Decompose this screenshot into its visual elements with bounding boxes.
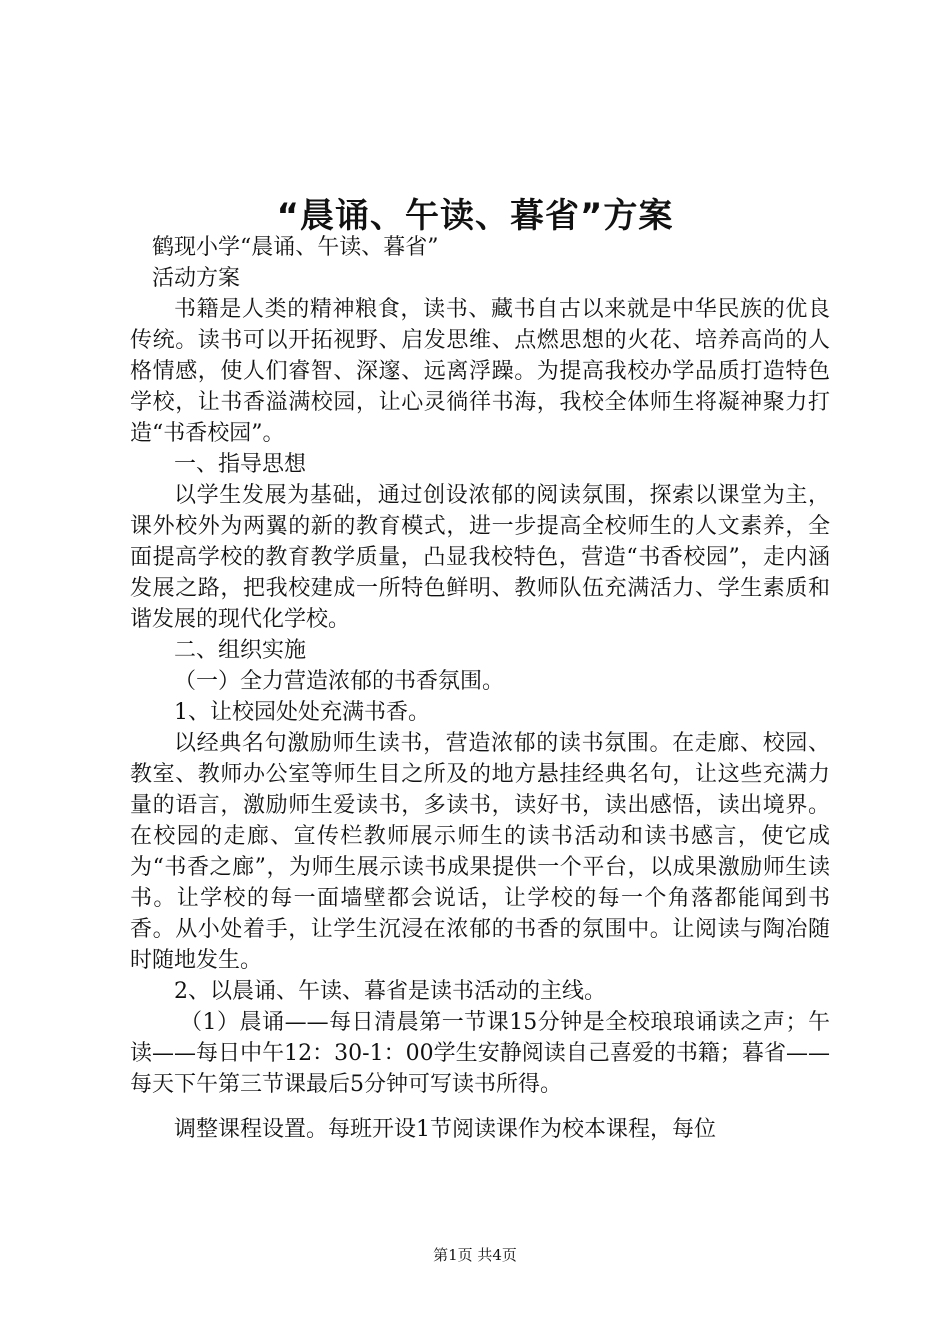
subtitle-line: 活动方案 (152, 266, 241, 291)
campus-paragraph: 以经典名句激励师生读书，营造浓郁的读书氛围。在走廊、校园、教室、教师办公室等师生目之所及的地方悬挂经典名句，让这些充满力量的语言，激励师生爱读书，多读书，读好书，读出感悟，读出境界。在校园的走廊、宣传栏教师展示师生的读书活动和读书感言，使它成为“书香之廊”，为师生展示读书成果提供一个平台，以成果激励师生读书。让学校的每一面墙壁都会说话，让学校的每一个角落都能闻到书香。从小处着手，让学生沉浸在浓郁的书香的氛围中。让阅读与陶冶随时随地发生。 (130, 731, 830, 973)
item-heading-main-line: 2、以晨诵、午读、暮省是读书活动的主线。 (174, 979, 606, 1004)
page-number: 第1页 共4页 (433, 1246, 517, 1264)
document-title: “晨诵、午读、暮省”方案 (276, 196, 674, 236)
schedule-paragraph: （1）晨诵——每日清晨第一节课15分钟是全校琅琅诵读之声；午读——每日中午12：30-1：00学生安静阅读自己喜爱的书籍；暮省——每天下午第三节课最后5分钟可写读书所得。 (130, 1010, 830, 1097)
subsection-heading-atmosphere: （一）全力营造浓郁的书香氛围。 (174, 669, 505, 694)
section-heading-implementation: 二、组织实施 (174, 638, 307, 663)
document-body (130, 232, 830, 1145)
item-heading-campus: 1、让校园处处充满书香。 (174, 700, 430, 725)
curriculum-paragraph: 调整课程设置。每班开设1节阅读课作为校本课程，每位 (174, 1117, 716, 1142)
section-heading-guiding-ideas: 一、指导思想 (174, 452, 307, 477)
school-name-line: 鹤现小学“晨诵、午读、暮省” (152, 235, 439, 260)
intro-paragraph: 书籍是人类的精神粮食，读书、藏书自古以来就是中华民族的优良传统。读书可以开拓视野、启发思维、点燃思想的火花、培养高尚的人格情感，使人们睿智、深邃、远离浮躁。为提高我校办学品质打造特色学校，让书香溢满校园，让心灵徜徉书海，我校全体师生将凝神聚力打造“书香校园”。 (130, 297, 830, 446)
guiding-ideas-paragraph: 以学生发展为基础，通过创设浓郁的阅读氛围，探索以课堂为主，课外校外为两翼的新的教育模式，进一步提高全校师生的人文素养，全面提高学校的教育教学质量，凸显我校特色，营造“书香校园”，走内涵发展之路，把我校建成一所特色鲜明、教师队伍充满活力、学生素质和谐发展的现代化学校。 (130, 483, 830, 632)
